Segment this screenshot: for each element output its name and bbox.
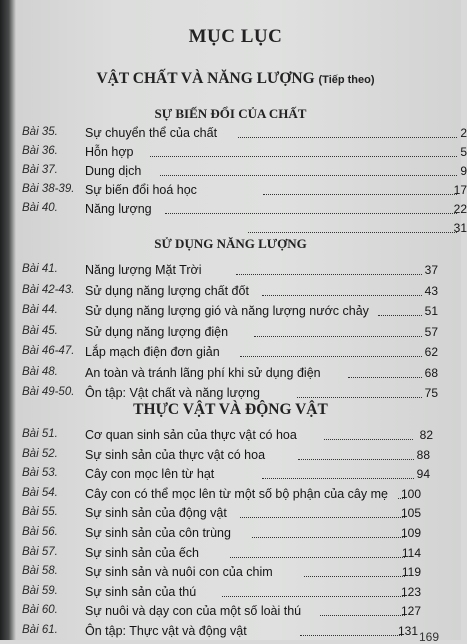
lesson-number: Bài 60. bbox=[22, 604, 58, 617]
footer-page-number: 169 bbox=[418, 630, 439, 644]
page-number: 119 bbox=[401, 565, 421, 580]
page-gutter-shadow bbox=[0, 0, 16, 640]
toc-entry[interactable] bbox=[22, 386, 461, 400]
dot-leader bbox=[238, 137, 457, 138]
toc-entry[interactable] bbox=[22, 263, 461, 277]
dot-leader bbox=[248, 232, 457, 233]
lesson-number: Bài 40. bbox=[22, 202, 58, 214]
page-number: 82 bbox=[419, 428, 433, 442]
lesson-title: Sự sinh sản của thực vật có hoa bbox=[85, 447, 266, 462]
dot-leader bbox=[160, 175, 457, 176]
page-number: 88 bbox=[416, 447, 430, 462]
lesson-title: Sự sinh sản của côn trùng bbox=[85, 526, 231, 540]
lesson-number: Bài 56. bbox=[22, 526, 58, 538]
lesson-title: Ôn tập: Vật chất và năng lượng bbox=[85, 386, 261, 400]
lesson-number: Bài 41. bbox=[22, 263, 58, 275]
lesson-title: Ôn tập: Thực vật và động vật bbox=[85, 624, 247, 638]
toc-entry[interactable] bbox=[22, 428, 461, 442]
lesson-number: Bài 42-43. bbox=[22, 283, 75, 296]
dot-leader bbox=[240, 517, 405, 518]
toc-entry[interactable] bbox=[22, 585, 461, 599]
lesson-title: Năng lượng bbox=[85, 202, 152, 216]
toc-entry[interactable] bbox=[22, 284, 461, 298]
lesson-title: Sự biến đổi hoá học bbox=[85, 183, 197, 197]
part-title: VẬT CHẤT VÀ NĂNG LƯỢNG bbox=[96, 70, 315, 87]
section-heading: SỬ DỤNG NĂNG LƯỢNG bbox=[154, 236, 307, 251]
page-number: 109 bbox=[400, 526, 421, 540]
dot-leader bbox=[252, 537, 405, 538]
page-number: 123 bbox=[400, 584, 421, 599]
toc-entry[interactable] bbox=[22, 487, 461, 501]
lesson-title: An toàn và tránh lãng phí khi sử dụng điện bbox=[85, 365, 321, 380]
page-number: 94 bbox=[416, 467, 430, 482]
dot-leader bbox=[222, 596, 405, 597]
lesson-title: Dung dịch bbox=[85, 164, 142, 178]
toc-entry[interactable] bbox=[22, 304, 461, 318]
toc-entry[interactable] bbox=[22, 221, 467, 235]
page-number: 57 bbox=[424, 324, 438, 339]
lesson-number: Bài 38-39. bbox=[22, 183, 75, 195]
toc-entry[interactable] bbox=[22, 448, 461, 462]
page-number: 75 bbox=[424, 386, 438, 400]
toc-entry[interactable] bbox=[22, 366, 461, 380]
lesson-number: Bài 48. bbox=[22, 365, 58, 378]
toc-entry[interactable] bbox=[22, 164, 467, 178]
dot-leader bbox=[320, 615, 405, 616]
lesson-title: Sử dụng năng lượng gió và năng lượng nước chảy bbox=[85, 304, 369, 318]
dot-leader bbox=[150, 156, 457, 157]
lesson-number: Bài 36. bbox=[22, 145, 58, 157]
dot-leader bbox=[236, 274, 422, 275]
lesson-title: Lắp mạch điện đơn giản bbox=[85, 345, 220, 359]
lesson-title: Năng lượng Mặt Trời bbox=[85, 263, 202, 277]
lesson-number: Bài 59. bbox=[22, 584, 58, 597]
lesson-number: Bài 52. bbox=[22, 447, 58, 460]
dot-leader bbox=[262, 478, 414, 479]
lesson-number: Bài 35. bbox=[22, 126, 58, 138]
lesson-title: Sự sinh sản của động vật bbox=[85, 506, 227, 521]
lesson-title: Cơ quan sinh sản của thực vật có hoa bbox=[85, 428, 297, 442]
lesson-number: Bài 57. bbox=[22, 545, 58, 558]
lesson-number: Bài 44. bbox=[22, 304, 58, 316]
lesson-title: Hỗn hợp bbox=[85, 145, 134, 159]
toc-entry[interactable] bbox=[22, 624, 461, 638]
lesson-number: Bài 54. bbox=[22, 486, 58, 499]
toc-entry[interactable] bbox=[22, 506, 461, 520]
page-number: 22 bbox=[453, 202, 467, 216]
toc-entry[interactable] bbox=[22, 202, 467, 216]
dot-leader bbox=[324, 439, 413, 440]
dot-leader bbox=[298, 459, 414, 460]
toc-entry[interactable] bbox=[22, 526, 461, 540]
toc-entry[interactable] bbox=[22, 546, 461, 560]
page-number: 114 bbox=[401, 545, 421, 560]
dot-leader bbox=[240, 356, 422, 357]
page-number: 105 bbox=[400, 506, 421, 521]
lesson-number: Bài 51. bbox=[22, 428, 58, 440]
page-number: 31 bbox=[453, 221, 467, 235]
page-number: 51 bbox=[424, 304, 438, 318]
page-number: 37 bbox=[424, 263, 438, 277]
toc-title: MỤC LỤC bbox=[188, 26, 283, 47]
page-number: 68 bbox=[424, 365, 438, 380]
page-number: 17 bbox=[453, 183, 467, 197]
dot-leader bbox=[230, 557, 405, 558]
toc-entry[interactable] bbox=[22, 183, 467, 197]
lesson-title: Cây con mọc lên từ hạt bbox=[85, 467, 215, 482]
toc-entry[interactable] bbox=[22, 565, 461, 579]
toc-entry[interactable] bbox=[22, 126, 467, 140]
page-number: 2 bbox=[460, 126, 467, 140]
page-number: 131 bbox=[397, 624, 418, 638]
page-number: 127 bbox=[400, 604, 421, 619]
page-number: 9 bbox=[460, 164, 467, 178]
lesson-number: Bài 37. bbox=[22, 164, 58, 176]
dot-leader bbox=[348, 377, 422, 378]
lesson-title: Sự sinh sản của thú bbox=[85, 584, 197, 599]
section-heading: SỰ BIẾN ĐỔI CỦA CHẤT bbox=[154, 106, 307, 121]
lesson-number: Bài 45. bbox=[22, 324, 58, 337]
lesson-number: Bài 53. bbox=[22, 467, 58, 480]
dot-leader bbox=[254, 336, 422, 337]
page-number: 62 bbox=[424, 345, 438, 359]
page-number: 43 bbox=[424, 283, 438, 298]
part-heading bbox=[0, 70, 461, 88]
dot-leader bbox=[165, 213, 457, 214]
lesson-number: Bài 58. bbox=[22, 565, 58, 578]
toc-entry[interactable] bbox=[22, 145, 467, 159]
lesson-title: Sự nuôi và dạy con của một số loài thú bbox=[85, 604, 302, 619]
lesson-title: Sự sinh sản của ếch bbox=[85, 545, 199, 560]
lesson-number: Bài 49-50. bbox=[22, 386, 75, 398]
lesson-number: Bài 61. bbox=[22, 624, 58, 636]
toc-entry[interactable] bbox=[22, 604, 461, 618]
dot-leader bbox=[304, 576, 405, 577]
dot-leader bbox=[297, 397, 422, 398]
page-number: 100 bbox=[400, 486, 421, 501]
toc-entry[interactable] bbox=[22, 345, 461, 359]
toc-entry[interactable] bbox=[22, 467, 461, 481]
lesson-title: Sử dụng năng lượng chất đốt bbox=[85, 283, 249, 298]
lesson-title: Cây con có thể mọc lên từ một số bộ phận của cây mẹ bbox=[85, 486, 388, 501]
section-heading: THỰC VẬT VÀ ĐỘNG VẬT bbox=[133, 401, 328, 418]
lesson-number: Bài 46-47. bbox=[22, 345, 75, 357]
dot-leader bbox=[262, 295, 422, 296]
lesson-number: Bài 55. bbox=[22, 506, 58, 519]
toc-entry[interactable] bbox=[22, 325, 461, 339]
lesson-title: Sự sinh sản và nuôi con của chim bbox=[85, 565, 273, 580]
page-number: 5 bbox=[460, 145, 467, 159]
lesson-title: Sử dụng năng lượng điện bbox=[85, 324, 229, 339]
lesson-title: Sự chuyển thể của chất bbox=[85, 126, 218, 140]
part-suffix: (Tiếp theo) bbox=[318, 74, 375, 86]
dot-leader bbox=[263, 194, 457, 195]
dot-leader bbox=[300, 635, 402, 636]
